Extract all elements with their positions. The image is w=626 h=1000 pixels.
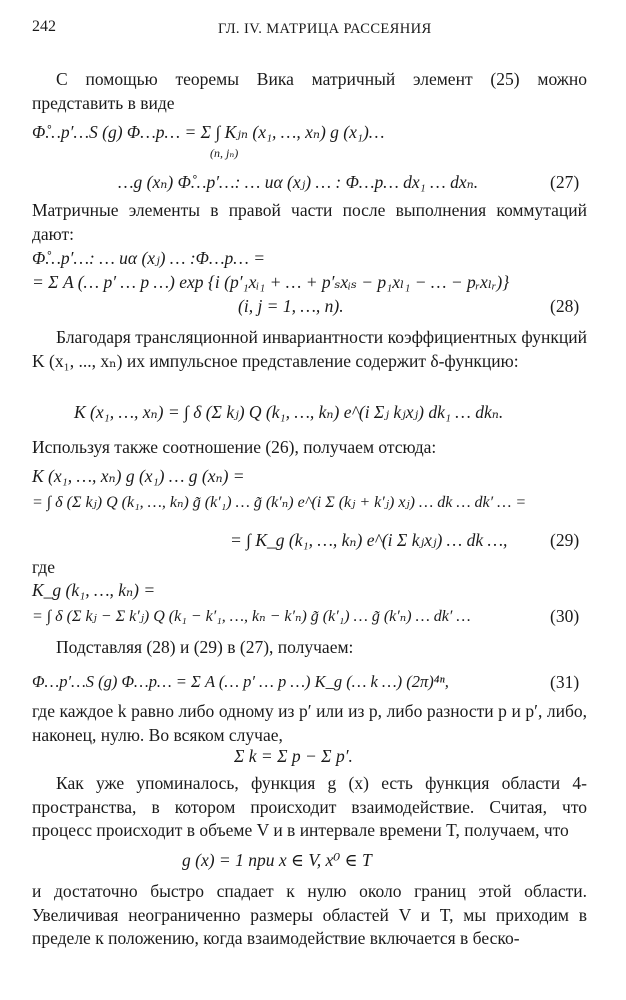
paragraph-1: С помощью теоремы Вика матричный элемент (25) можно представить в виде [32, 69, 587, 113]
paragraph-8: Как уже упоминалось, функция g (x) есть функция области 4-пространства, в котором происходит взаимодействие. Считая, что процесс происходит в объеме V и в интервале времени T, получаем, что [32, 773, 587, 840]
paragraph-3: Благодаря трансляционной инвариантности коэффициентных функций K (x₁, ..., xₙ) их импульсное представление содержит δ-функцию: [32, 327, 587, 371]
eq28-line2: = Σ A (… p′ … p …) exp {i (p′₁xᵢ₁ + … + p′ₛxᵢₛ − p₁xₗ₁ − … − pᵣxₗᵣ)} [32, 272, 510, 292]
eq30-number: (30) [550, 606, 580, 626]
eq-k-fourier: K (x₁, …, xₙ) = ∫ δ (Σ kⱼ) Q (k₁, …, kₙ) e^(i Σⱼ kⱼxⱼ) dk₁ … dkₙ. [74, 402, 504, 422]
eq27-sum-index: (n, jₙ) [210, 146, 239, 160]
paragraph-5: где [32, 557, 55, 577]
eq-momentum-sum: Σ k = Σ p − Σ p′. [234, 746, 353, 766]
paragraph-7: где каждое k равно либо одному из p′ или из p, либо разности p и p′, либо, наконец, нулю. Во всяком случае, [32, 701, 587, 745]
eq31: Φ…p′…S (g) Φ…p… = Σ A (… p′ … p …) K_g (… k …) (2π)⁴ⁿ, [32, 672, 449, 691]
eq30-line1: K_g (k₁, …, kₙ) = [32, 580, 156, 600]
eq27-line2: …g (xₙ) Φ̊…p′…: … uα (xⱼ) … : Φ…p… dx₁ … dxₙ. [118, 172, 479, 192]
eq30-line2: = ∫ δ (Σ kⱼ − Σ k′ⱼ) Q (k₁ − k′₁, …, kₙ − k′ₙ) g̃ (k′₁) … g̃ (k′ₙ) … dk′ … [32, 608, 471, 625]
paragraph-6: Подставляя (28) и (29) в (27), получаем: [56, 637, 354, 657]
paragraph-4: Используя также соотношение (26), получаем отсюда: [32, 437, 437, 457]
eq29-number: (29) [550, 530, 580, 550]
eq27-line1: Φ̊…p′…S (g) Φ…p… = Σ ∫ Kⱼₙ (x₁, …, xₙ) g (x₁)… [32, 122, 385, 142]
eq28-line1: Φ̊…p′…: … uα (xⱼ) … :Φ…p… = [32, 248, 266, 268]
running-header: ГЛ. IV. МАТРИЦА РАССЕЯНИЯ [218, 21, 432, 37]
paragraph-2: Матричные элементы в правой части после выполнения коммутаций дают: [32, 200, 587, 244]
eq29-line3: = ∫ K_g (k₁, …, kₙ) e^(i Σ kⱼxⱼ) … dk …, [230, 530, 508, 550]
eq28-number: (28) [550, 296, 580, 316]
eq29-line2: = ∫ δ (Σ kⱼ) Q (k₁, …, kₙ) g̃ (k′₁) … g̃ (k′ₙ) e^(i Σ (kⱼ + k′ⱼ) xⱼ) … dk … dk′ … = [32, 494, 527, 511]
page-number: 242 [32, 18, 56, 35]
eq31-number: (31) [550, 672, 580, 692]
eq29-line1: K (x₁, …, xₙ) g (x₁) … g (xₙ) = [32, 466, 245, 486]
eq27-number: (27) [550, 172, 580, 192]
eq-g-region: g (x) = 1 при x ∈ V, x⁰ ∈ T [182, 850, 372, 870]
paragraph-9: и достаточно быстро спадает к нулю около границ этой области. Увеличивая неограниченно размеры областей V и T, мы приходим в пределе к положению, когда взаимодействие включается в беско- [32, 881, 587, 948]
eq28-line3: (i, j = 1, …, n). [238, 296, 344, 316]
